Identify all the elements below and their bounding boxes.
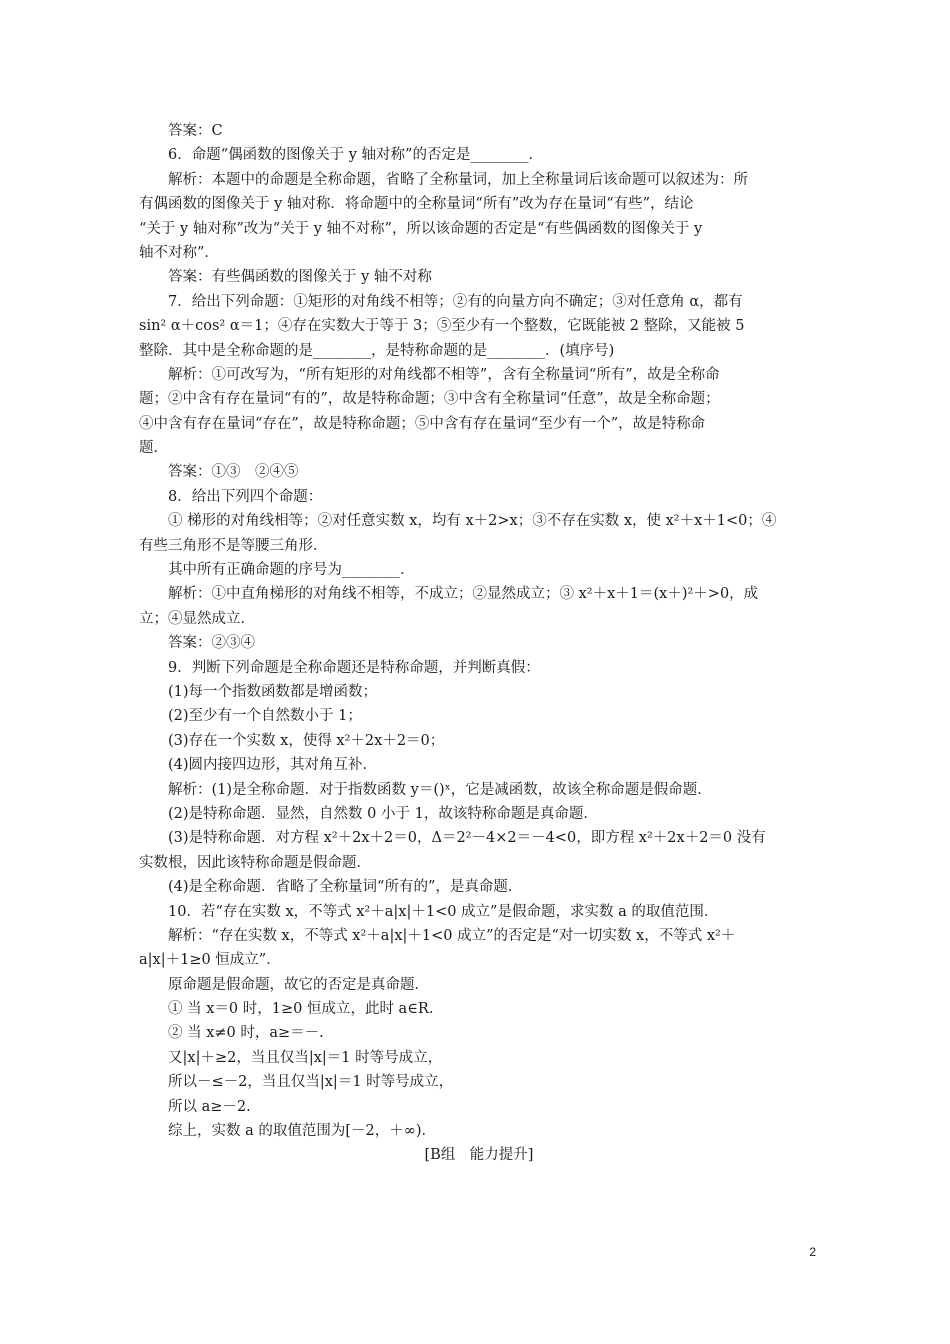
text-line: (4)是全称命题．省略了全称量词“所有的”，是真命题． <box>168 879 523 896</box>
text-line: 整除．其中是全称命题的是________，是特称命题的是________．(填序号) <box>139 342 615 359</box>
text-line: (4)圆内接四边形，其对角互补． <box>168 757 378 774</box>
text-line: 7．给出下列命题：①矩形的对角线不相等；②有的向量方向不确定；③对任意角 α，都有 <box>168 293 743 310</box>
text-line: 答案：C <box>168 123 223 139</box>
text-line: ① 当 x＝0 时，1≥0 恒成立，此时 a∈R. <box>168 1001 434 1018</box>
text-line: (1)每一个指数函数都是增函数； <box>168 683 378 700</box>
page-content <box>139 119 819 1168</box>
text-line: 有些三角形不是等腰三角形． <box>139 537 328 554</box>
text-line: 有偶函数的图像关于 y 轴对称．将命题中的全称量词“所有”改为存在量词“有些”，结论 <box>139 196 694 213</box>
text-line: 题． <box>139 440 168 457</box>
text-line: (3)存在一个实数 x，使得 x²＋2x＋2＝0； <box>168 732 445 749</box>
text-line: (2)是特称命题．显然，自然数 0 小于 1，故该特称命题是真命题． <box>168 805 598 822</box>
text-line: (2)至少有一个自然数小于 1； <box>168 708 362 725</box>
text-line: 题；②中含有存在量词“有的”，故是特称命题；③中含有全称量词“任意”，故是全称命题； <box>139 391 720 408</box>
text-line: 解析：①中直角梯形的对角线不相等，不成立；②显然成立；③ x²＋x＋1＝(x＋)²＋>0，成 <box>168 586 759 603</box>
text-line: 8．给出下列四个命题： <box>168 488 323 505</box>
text-line: 立；④显然成立． <box>139 610 255 627</box>
text-line: 9．判断下列命题是全称命题还是特称命题，并判断真假： <box>168 659 540 676</box>
text-line: 又|x|＋≥2，当且仅当|x|＝1 时等号成立， <box>168 1049 443 1066</box>
text-line: 轴不对称”． <box>139 244 219 261</box>
text-line: 所以 a≥－2. <box>168 1098 251 1115</box>
text-line: ② 当 x≠0 时，a≥＝－. <box>168 1025 324 1042</box>
text-line: 答案：有些偶函数的图像关于 y 轴不对称 <box>168 269 432 286</box>
text-line: 原命题是假命题，故它的否定是真命题． <box>168 976 429 993</box>
text-line: sin² α＋cos² α＝1；④存在实数大于等于 3；⑤至少有一个整数，它既能被 2 整除，又能被 5 <box>139 318 745 335</box>
text-line: ④中含有存在量词“存在”，故是特称命题；⑤中含有存在量词“至少有一个”，故是特称命 <box>139 415 706 432</box>
text-line: a|x|＋1≥0 恒成立”． <box>139 952 281 969</box>
text-line: 所以－≤－2，当且仅当|x|＝1 时等号成立， <box>168 1074 454 1091</box>
page-number: 2 <box>809 1245 816 1259</box>
text-line: 解析：①可改写为，“所有矩形的对角线都不相等”，含有全称量词“所有”，故是全称命 <box>168 366 720 383</box>
text-line: 答案：②③④ <box>168 635 255 652</box>
text-line: 其中所有正确命题的序号为________． <box>168 562 415 579</box>
text-line: 解析：本题中的命题是全称命题，省略了全称量词，加上全称量词后该命题可以叙述为：所 <box>168 171 748 188</box>
text-line: 6．命题“偶函数的图像关于 y 轴对称”的否定是________． <box>168 147 543 164</box>
section-heading: [B组 能力提升] <box>424 1147 534 1164</box>
text-line: “关于 y 轴对称”改为“关于 y 轴不对称”，所以该命题的否定是“有些偶函数的图像关于 y <box>139 220 703 237</box>
text-line: 综上，实数 a 的取值范围为[－2，＋∞)． <box>168 1123 436 1140</box>
text-line: 答案：①③ ②④⑤ <box>168 464 299 481</box>
text-line: 解析：(1)是全称命题．对于指数函数 y＝()ˣ，它是减函数，故该全称命题是假命题． <box>168 781 712 798</box>
text-line: (3)是特称命题．对方程 x²＋2x＋2＝0，Δ＝2²－4×2＝－4<0，即方程 x²＋2x＋2＝0 没有 <box>168 830 766 847</box>
text-line: 解析：“存在实数 x，不等式 x²＋a|x|＋1<0 成立”的否定是“对一切实数 x，不等式 x²＋ <box>168 927 736 944</box>
text-line: ① 梯形的对角线相等；②对任意实数 x，均有 x＋2>x；③不存在实数 x，使 x²＋x＋1<0；④ <box>168 513 777 530</box>
text-line: 10．若“存在实数 x，不等式 x²＋a|x|＋1<0 成立”是假命题，求实数 a 的取值范围． <box>168 903 719 920</box>
text-line: 实数根，因此该特称命题是假命题． <box>139 854 371 871</box>
